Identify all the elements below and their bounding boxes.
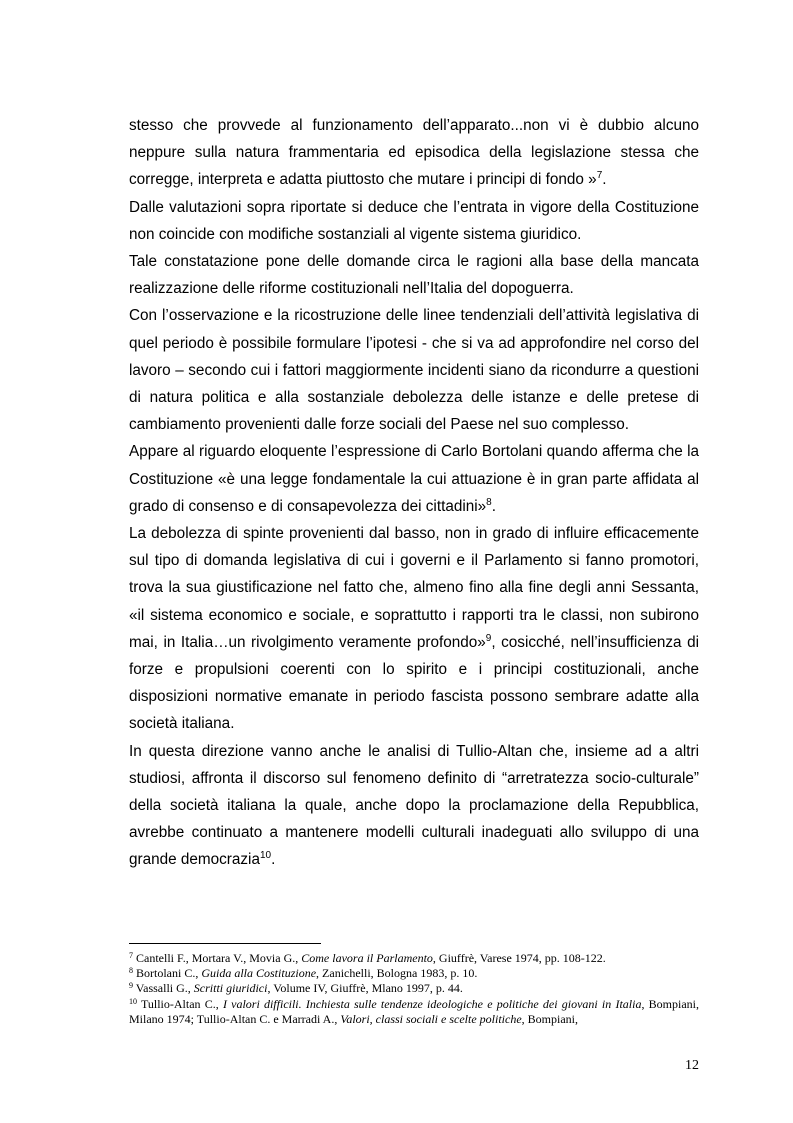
footnote: $^8$ Bortolani C., Guida alla Costituzione, Zanichelli, Bologna 1983, p. 10. xyxy=(129,966,478,981)
paragraph: stesso che provvede al funzionamento dell’apparato...non vi è dubbio alcuno neppure sulla natura frammentaria ed episodica della legislazione stessa che corregge, interpreta e adatta piuttosto che mutare i principi di fondo »$^7$. xyxy=(129,117,699,189)
body-text xyxy=(129,112,699,874)
paragraph: La debolezza di spinte provenienti dal basso, non in grado di influire efficacemente sul tipo di domanda legislativa di cui i governi e il Parlamento si fanno promotori, trova la sua giustificazione nel fatto che, almeno fino alla fine degli anni Sessanta, «il sistema economico e sociale, e soprattutto i rapporti tra le classi, non subirono mai, in Italia…un rivolgimento veramente profondo»$^9$, cosicché, nell’insufficienza di forze e propulsioni coerenti con lo spirito e i principi costituzionali, anche disposizioni normative emanate in periodo fascista possono sembrare adatte alla società italiana. xyxy=(129,525,699,733)
paragraph: Dalle valutazioni sopra riportate si deduce che l’entrata in vigore della Costituzione non coincide con modifiche sostanziali al vigente sistema giuridico. xyxy=(129,198,699,243)
footnote-title: I valori difficili. Inchiesta sulle tendenze ideologiche e politiche dei giovani in Italia xyxy=(222,996,642,1011)
paragraph: Con l’osservazione e la ricostruzione delle linee tendenziali dell’attività legislativa di quel periodo è possibile formulare l’ipotesi - che si va ad approfondire nel corso del lavoro – secondo cui i fattori maggiormente incidenti siano da ricondurre a questioni di natura politica e alla sostanziale debolezza delle istanze e delle pretese di cambiamento provenienti dalle forze sociali del Paese nel suo complesso. xyxy=(129,307,699,434)
footnote-ref[interactable]: 9 xyxy=(485,632,492,644)
footnotes xyxy=(129,951,699,1027)
footnote-separator xyxy=(129,943,321,944)
paragraph: In questa direzione vanno anche le analisi di Tullio-Altan che, insieme ad a altri studiosi, affronta il discorso sul fenomeno definito di “arretratezza socio-culturale” della società italiana la quale, anche dopo la proclamazione della Repubblica, avrebbe continuato a mantenere modelli culturali inadeguati allo sviluppo di una grande democrazia$^{10}$. xyxy=(129,742,699,869)
footnote-title: Come lavora il Parlamento xyxy=(301,951,433,965)
paragraph: Appare al riguardo eloquente l’espressione di Carlo Bortolani quando afferma che la Costituzione «è una legge fondamentale la cui attuazione è in gran parte affidata al grado di consenso e di consapevolezza dei cittadini»$^8$. xyxy=(129,443,699,515)
footnote-title: Guida alla Costituzione xyxy=(201,966,317,981)
footnote: $^9$ Vassalli G., Scritti giuridici, Volume IV, Giuffrè, Mlano 1997, p. 44. xyxy=(129,981,463,996)
paragraph: Tale constatazione pone delle domande circa le ragioni alla base della mancata realizzazione delle riforme costituzionali nell’Italia del dopoguerra. xyxy=(129,253,699,298)
footnote-number: 10 xyxy=(129,996,137,1006)
footnote-title: Scritti giuridici xyxy=(193,981,268,996)
page-number: 12 xyxy=(685,1058,699,1073)
footnote: $^{10}$ Tullio-Altan C., I valori difficili. Inchiesta sulle tendenze ideologiche e politiche dei giovani in Italia, Bompiani, Milano 1974; Tullio-Altan C. e Marradi A., Valori, classi sociali e scelte politiche, Bompiani, xyxy=(129,996,699,1026)
footnote-ref[interactable]: 10 xyxy=(259,850,272,862)
footnote-number: 7 xyxy=(129,951,133,960)
footnote-ref[interactable]: 8 xyxy=(486,496,492,508)
footnote-number: 9 xyxy=(129,981,133,991)
footnote-title: Valori, classi sociali e scelte politiche xyxy=(340,1011,522,1026)
footnote-ref[interactable]: 7 xyxy=(596,170,603,182)
footnote-number: 8 xyxy=(129,966,133,976)
footnote: $^7$ Cantelli F., Mortara V., Movia G., Come lavora il Parlamento, Giuffrè, Varese 1974, pp. 108-122. xyxy=(129,951,606,965)
